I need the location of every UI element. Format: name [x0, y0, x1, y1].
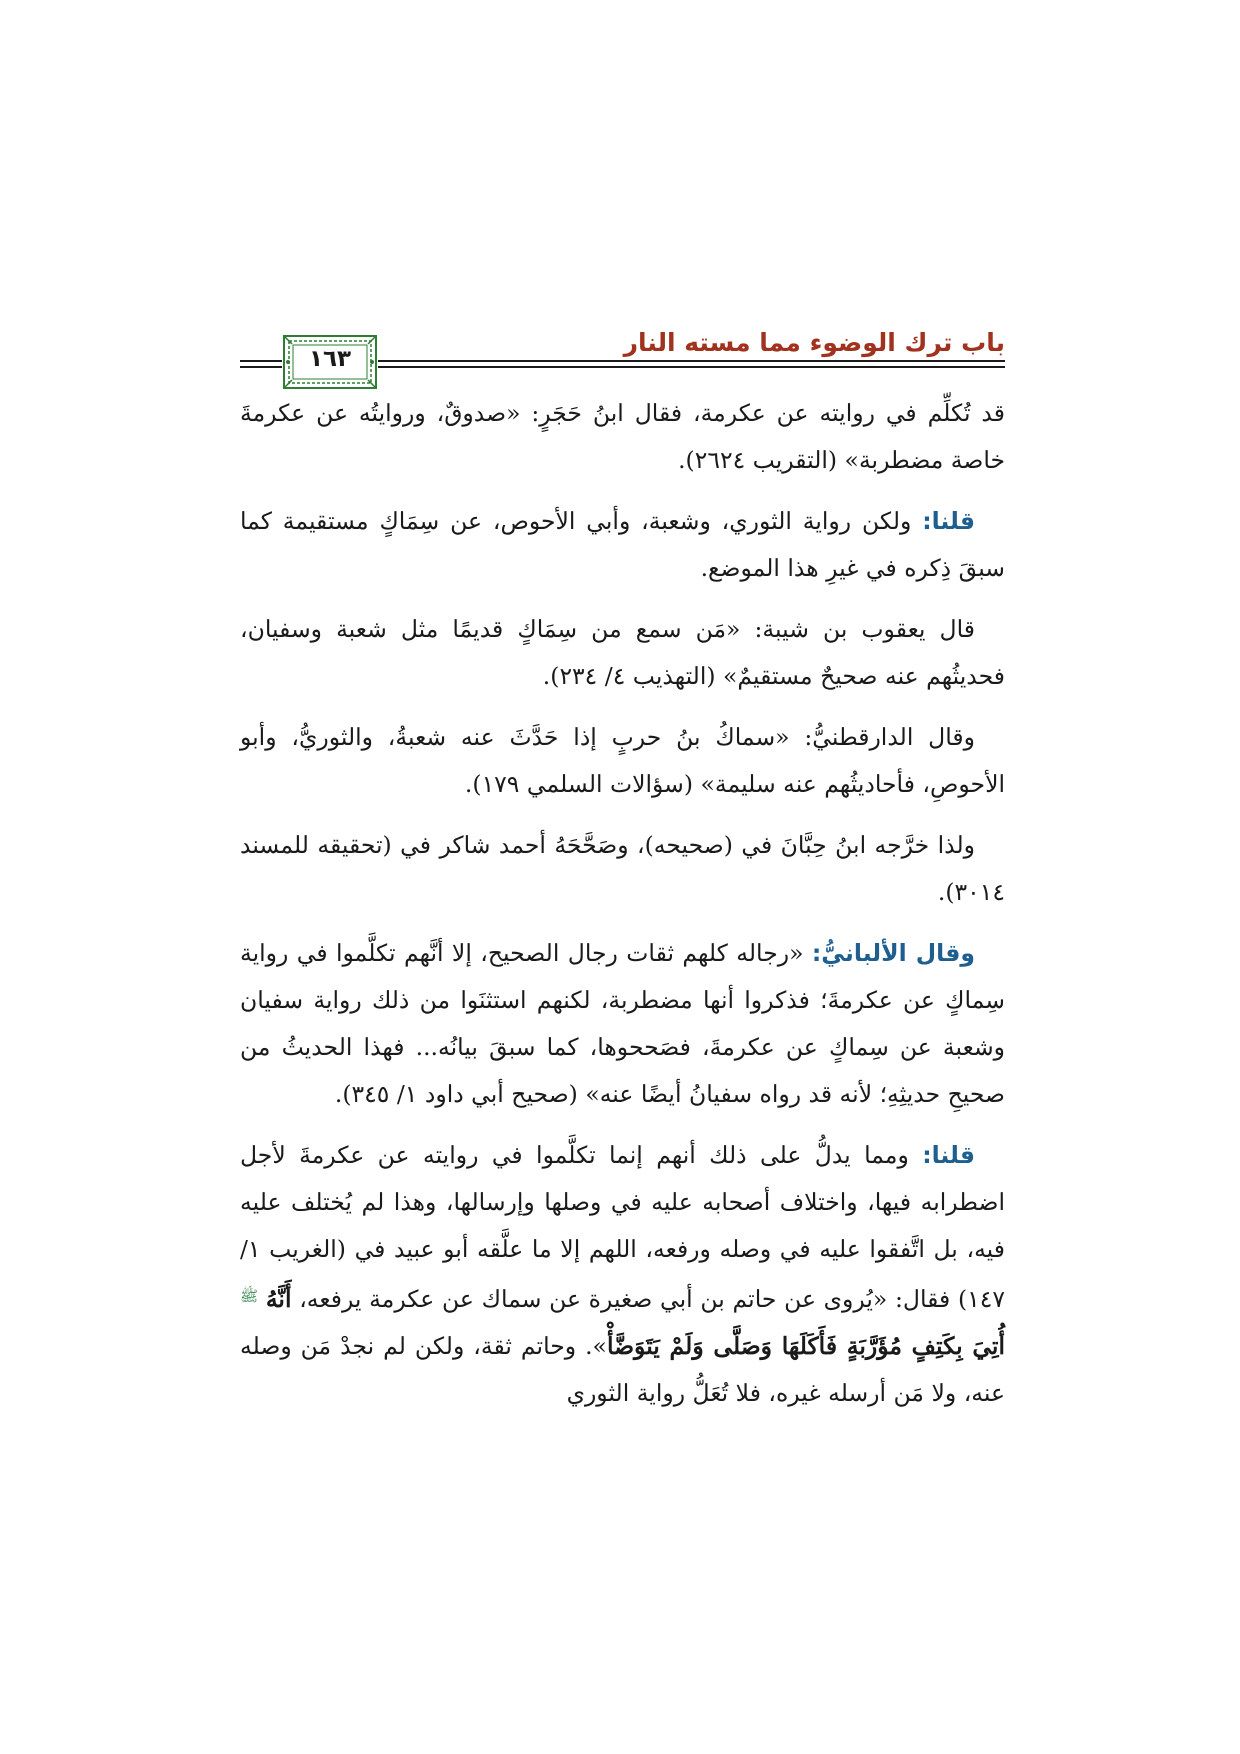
paragraph-text: ولذا خرَّجه ابنُ حِبَّانَ في (صحيحه)، وصَحَّحَهُ أحمد شاكر في (تحقيقه للمسند ٣٠١٤). [240, 831, 1005, 906]
hadith-text-cont: أُتِيَ بِكَتِفٍ مُؤَرَّبَةٍ فَأَكَلَهَا وَصَلَّى وَلَمْ يَتَوَضَّأْ [606, 1332, 1005, 1360]
paragraph-text: ومما يدلُّ على ذلك أنهم إنما تكلَّموا في روايته عن عكرمةَ لأجل اضطرابه فيها، واختلاف أصحابه عليه في وصلها وإرسالها، وهذا لم يُختلف عليه فيه، بل اتَّفقوا عليه في وصله ورفعه، اللهم إلا ما علَّقه أبو عبيد في (الغريب ١/ ١٤٧) فقال: «يُروى عن حاتم بن أبي صغيرة عن سماك عن عكرمة يرفعه، [240, 1141, 1005, 1313]
paragraph-7 [240, 1132, 1005, 1417]
paragraph-5 [240, 822, 1005, 916]
lead-word: قلنا: [922, 507, 975, 535]
paragraph-text: قال يعقوب بن شيبة: «مَن سمع من سِمَاكٍ قديمًا مثل شعبة وسفيان، فحديثُهم عنه صحيحٌ مستقيمٌ» (التهذيب ٤/ ٢٣٤). [240, 615, 1005, 690]
salutation-glyph: ﷺ [240, 1287, 259, 1305]
paragraph-2 [240, 498, 1005, 592]
paragraph-text: قد تُكلِّم في روايته عن عكرمة، فقال ابنُ حَجَرٍ: «صدوقٌ، وروايتُه عن عكرمةَ خاصة مضطربة» (التقريب ٢٦٢٤). [240, 399, 1005, 474]
hadith-text: أَنَّهُ [265, 1285, 292, 1313]
page-number-badge [282, 334, 378, 390]
chapter-title: باب ترك الوضوء مما مسته النار [623, 328, 1005, 357]
document-page [240, 300, 1005, 1600]
paragraph-3 [240, 606, 1005, 700]
paragraph-1 [240, 390, 1005, 484]
paragraph-text: ولكن رواية الثوري، وشعبة، وأبي الأحوص، عن سِمَاكٍ مستقيمة كما سبقَ ذِكره في غيرِ هذا الموضع. [240, 507, 1005, 582]
page-number: ١٦٣ [308, 346, 352, 372]
paragraph-6 [240, 930, 1005, 1118]
page-body [240, 390, 1005, 1431]
paragraph-text: «رجاله كلهم ثقات رجال الصحيح، إلا أنَّهم تكلَّموا في رواية سِماكٍ عن عكرمةَ؛ فذكروا أنها مضطربة، لكنهم استثنَوا من ذلك رواية سفيان وشعبة عن سِماكٍ عن عكرمةَ، فصَححوها، كما سبقَ بيانُه... فهذا الحديثُ من صحيحِ حديثِهِ؛ لأنه قد رواه سفيانُ أيضًا عنه» (صحيح أبي داود ١/ ٣٤٥). [240, 939, 1005, 1108]
lead-word: وقال الألبانيُّ: [811, 939, 976, 967]
paragraph-4 [240, 714, 1005, 808]
paragraph-tail: ». وحاتم ثقة، ولكن لم نجدْ مَن وصله عنه، ولا مَن أرسله غيره، فلا تُعَلُّ رواية الثوري [240, 1332, 1005, 1407]
paragraph-text: وقال الدارقطنيُّ: «سماكُ بنُ حربٍ إذا حَدَّثَ عنه شعبةُ، والثوريُّ، وأبو الأحوصِ، فأحاديثُهم عنه سليمة» (سؤالات السلمي ١٧٩). [240, 723, 1005, 798]
lead-word: قلنا: [922, 1141, 975, 1169]
page-header [240, 300, 1005, 390]
